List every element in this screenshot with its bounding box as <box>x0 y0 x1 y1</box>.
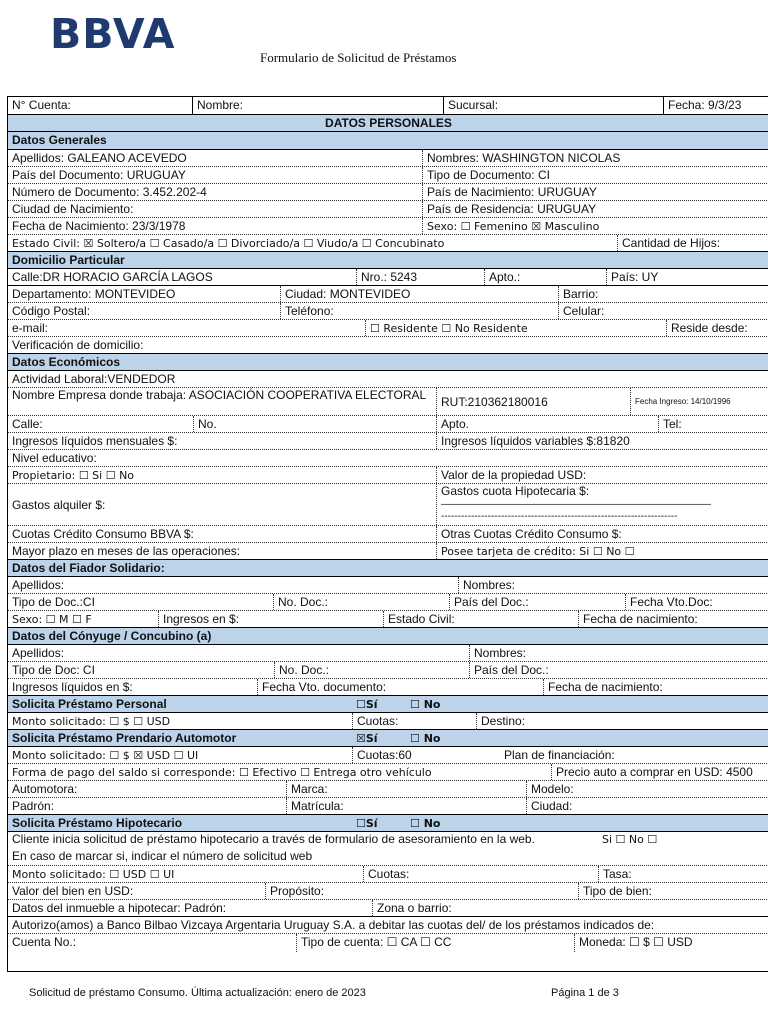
departamento-field[interactable]: Departamento: MONTEVIDEO <box>12 287 176 301</box>
sexo-checkboxes[interactable]: Sexo: ☐ Femenino ☒ Masculino <box>422 218 768 234</box>
section-conyuge: Datos del Cónyuge / Concubino (a) <box>8 628 768 645</box>
apellidos-field[interactable]: Apellidos: GALEANO ACEVEDO <box>12 151 187 165</box>
fiador-sexo-checkboxes[interactable]: Sexo: ☐ M ☐ F <box>12 613 92 626</box>
ciudad-nacimiento-field[interactable]: Ciudad de Nacimiento: <box>12 202 134 216</box>
conyuge-no-doc-field[interactable]: No. Doc.: <box>274 662 469 678</box>
ciudad-field[interactable]: Ciudad: MONTEVIDEO <box>280 286 558 302</box>
prendario-si-checkbox[interactable]: ☒Sí <box>356 732 378 745</box>
gastos-hipotecaria-block <box>436 484 768 525</box>
prendario-ciudad-field[interactable]: Ciudad: <box>526 798 768 814</box>
fiador-ingresos-field[interactable]: Ingresos en $: <box>158 611 383 627</box>
tasa-field[interactable]: Tasa: <box>598 866 768 882</box>
personal-destino-field[interactable]: Destino: <box>476 713 768 729</box>
footer-left: Solicitud de préstamo Consumo. Última actualización: enero de 2023 <box>29 987 366 999</box>
gastos-hipotecaria-field[interactable]: Gastos cuota Hipotecaria $: <box>441 484 590 498</box>
fiador-no-doc-field[interactable]: No. Doc.: <box>273 594 449 610</box>
hipotecario-monto-field[interactable]: Monto solicitado: ☐ USD ☐ UI <box>12 868 175 881</box>
pais-documento-field[interactable]: País del Documento: URUGUAY <box>12 168 186 182</box>
nombres-field[interactable]: Nombres: WASHINGTON NICOLAS <box>422 150 768 166</box>
section-datos-economicos: Datos Económicos <box>8 354 768 371</box>
bbva-logo: BBVA <box>50 10 176 58</box>
prendario-cuotas-field[interactable]: Cuotas:60 <box>352 747 500 763</box>
marca-field[interactable]: Marca: <box>286 781 526 797</box>
cuenta-field[interactable]: N° Cuenta: <box>12 98 71 112</box>
tipo-cuenta-checkboxes[interactable]: Tipo de cuenta: ☐ CA ☐ CC <box>296 934 574 952</box>
cliente-inicia-block <box>8 832 598 865</box>
conyuge-apellidos-field[interactable]: Apellidos: <box>12 646 65 660</box>
personal-si-checkbox[interactable]: ☐Sí <box>356 698 378 711</box>
autorizacion-text: Autorizo(amos) a Banco Bilbao Vizcaya Argentaria Uruguay S.A. a debitar las cuotas del/ de los préstamos indicados de: <box>12 918 655 932</box>
empresa-apto-field[interactable]: Apto. <box>436 416 658 432</box>
calle-field[interactable]: Calle:DR HORACIO GARCÍA LAGOS <box>12 270 213 284</box>
residente-checkboxes[interactable]: ☐ Residente ☐ No Residente <box>365 320 666 336</box>
fecha-field[interactable]: Fecha: 9/3/23 <box>663 97 768 114</box>
header-row <box>8 97 768 115</box>
fiador-nombres-field[interactable]: Nombres: <box>458 577 768 593</box>
padron-field[interactable]: Padrón: <box>12 799 55 813</box>
apto-field[interactable]: Apto.: <box>484 269 606 285</box>
tipo-documento-field[interactable]: Tipo de Documento: CI <box>422 167 768 183</box>
propietario-checkboxes[interactable]: Propietario: ☐ Si ☐ No <box>12 469 135 482</box>
fecha-nacimiento-field[interactable]: Fecha de Nacimiento: 23/3/1978 <box>12 219 186 233</box>
rut-field[interactable]: RUT:210362180016 <box>436 388 630 415</box>
web-si-no-checkboxes[interactable]: Si ☐ No ☐ <box>602 833 658 846</box>
nombre-field[interactable]: Nombre: <box>192 97 443 114</box>
tarjeta-credito-checkboxes[interactable]: Posee tarjeta de crédito: Si ☐ No ☐ <box>436 543 768 559</box>
conyuge-fecha-nac-field[interactable]: Fecha de nacimiento: <box>543 679 768 695</box>
gastos-alquiler-field[interactable]: Gastos alquiler $: <box>12 498 106 512</box>
hipotecaria-dash-line-2: ----------------------------------------------------------------------- <box>441 511 678 522</box>
verificacion-domicilio-field[interactable]: Verificación de domicilio: <box>12 338 144 352</box>
ingresos-variables-field[interactable]: Ingresos líquidos variables $:81820 <box>436 433 768 449</box>
prendario-plan-field[interactable]: Plan de financiación: <box>504 748 615 762</box>
document-title: Formulario de Solicitud de Préstamos <box>260 50 457 65</box>
conyuge-fecha-vto-field[interactable]: Fecha Vto. documento: <box>257 679 543 695</box>
fiador-apellidos-field[interactable]: Apellidos: <box>12 578 65 592</box>
hipotecario-cuotas-field[interactable]: Cuotas: <box>363 866 598 882</box>
fiador-fecha-nac-field[interactable]: Fecha de nacimiento: <box>578 611 768 627</box>
section-prestamo-personal: Solicita Préstamo Personal <box>12 697 167 711</box>
cuotas-bbva-field[interactable]: Cuotas Crédito Consumo BBVA $: <box>12 527 194 541</box>
section-prestamo-hipotecario: Solicita Préstamo Hipotecario <box>12 816 183 830</box>
cantidad-hijos-field[interactable]: Cantidad de Hijos: <box>617 235 768 251</box>
fiador-estado-civil-field[interactable]: Estado Civil: <box>383 611 578 627</box>
caso-marcar-text: En caso de marcar si, indicar el número de solicitud web <box>12 849 313 863</box>
matricula-field[interactable]: Matrícula: <box>286 798 526 814</box>
empresa-no-field[interactable]: No. <box>193 416 436 432</box>
barrio-field[interactable]: Barrio: <box>558 286 768 302</box>
empresa-tel-field[interactable]: Tel: <box>658 416 768 432</box>
cuenta-no-field[interactable]: Cuenta No.: <box>12 935 77 949</box>
datos-inmueble-field[interactable]: Datos del inmueble a hipotecar: Padrón: <box>12 901 227 915</box>
conyuge-nombres-field[interactable]: Nombres: <box>469 645 768 661</box>
codigo-postal-field[interactable]: Código Postal: <box>12 304 91 318</box>
personal-cuotas-field[interactable]: Cuotas: <box>352 713 476 729</box>
valor-propiedad-field[interactable]: Valor de la propiedad USD: <box>436 467 768 483</box>
fecha-ingreso-field[interactable]: Fecha Ingreso: 14/10/1996 <box>630 388 768 415</box>
hipotecaria-dash-line: ——————————————————————————— <box>441 499 711 510</box>
fiador-fecha-vto-field[interactable]: Fecha Vto.Doc: <box>625 594 768 610</box>
section-datos-generales: Datos Generales <box>8 132 768 150</box>
section-fiador: Datos del Fiador Solidario: <box>8 560 768 577</box>
pais-residencia-field[interactable]: País de Residencia: URUGUAY <box>422 201 768 217</box>
telefono-field[interactable]: Teléfono: <box>280 303 558 319</box>
hipotecario-no-checkbox[interactable]: ☐ No <box>410 817 441 830</box>
numero-documento-field[interactable]: Número de Documento: 3.452.202-4 <box>12 185 207 199</box>
fiador-tipo-doc-field[interactable]: Tipo de Doc.:CI <box>12 595 95 609</box>
fiador-pais-doc-field[interactable]: País del Doc.: <box>449 594 625 610</box>
nivel-educativo-field[interactable]: Nivel educativo: <box>12 451 97 465</box>
modelo-field[interactable]: Modelo: <box>526 781 768 797</box>
personal-monto-field[interactable]: Monto solicitado: ☐ $ ☐ USD <box>12 715 171 728</box>
ingresos-mensuales-field[interactable]: Ingresos líquidos mensuales $: <box>12 434 178 448</box>
section-domicilio: Domicilio Particular <box>8 252 768 269</box>
automotora-field[interactable]: Automotora: <box>12 782 78 796</box>
prendario-monto-field[interactable]: Monto solicitado: ☐ $ ☒ USD ☐ UI <box>12 749 199 762</box>
otras-cuotas-field[interactable]: Otras Cuotas Crédito Consumo $: <box>436 526 768 542</box>
proposito-field[interactable]: Propósito: <box>265 883 578 899</box>
empresa-calle-field[interactable]: Calle: <box>12 417 43 431</box>
reside-desde-field[interactable]: Reside desde: <box>666 320 768 336</box>
conyuge-pais-doc-field[interactable]: País del Doc.: <box>469 662 768 678</box>
pais-nacimiento-field[interactable]: País de Nacimiento: URUGUAY <box>422 184 768 200</box>
tipo-bien-field[interactable]: Tipo de bien: <box>578 883 768 899</box>
conyuge-ingresos-field[interactable]: Ingresos líquidos en $: <box>12 680 133 694</box>
empresa-field[interactable]: Nombre Empresa donde trabaja: ASOCIACIÓN COOPERATIVA ELECTORAL <box>12 388 427 402</box>
actividad-laboral-field[interactable]: Actividad Laboral:VENDEDOR <box>12 372 176 386</box>
loan-application-form <box>7 96 768 972</box>
hipotecario-si-checkbox[interactable]: ☐Sí <box>356 817 378 830</box>
mayor-plazo-field[interactable]: Mayor plazo en meses de las operaciones: <box>12 544 241 558</box>
nro-field[interactable]: Nro.: 5243 <box>356 269 484 285</box>
conyuge-tipo-doc-field[interactable]: Tipo de Doc: CI <box>12 663 95 677</box>
moneda-checkboxes[interactable]: Moneda: ☐ $ ☐ USD <box>574 934 768 952</box>
sucursal-field[interactable]: Sucursal: <box>443 97 663 114</box>
prendario-no-checkbox[interactable]: ☐ No <box>410 732 441 745</box>
datos-personales-band: DATOS PERSONALES <box>8 115 768 132</box>
page-number: Página 1 de 3 <box>551 987 619 999</box>
zona-barrio-field[interactable]: Zona o barrio: <box>372 900 768 916</box>
section-prestamo-prendario: Solicita Préstamo Prendario Automotor <box>12 731 237 745</box>
valor-bien-field[interactable]: Valor del bien en USD: <box>12 884 134 898</box>
cliente-inicia-text: Cliente inicia solicitud de préstamo hipotecario a través de formulario de asesoramiento en la web. <box>12 832 535 846</box>
precio-auto-field[interactable]: Precio auto a comprar en USD: 4500 <box>551 764 768 780</box>
celular-field[interactable]: Celular: <box>558 303 768 319</box>
forma-pago-checkboxes[interactable]: Forma de pago del saldo si corresponde: ☐ Efectivo ☐ Entrega otro vehículo <box>12 766 432 779</box>
pais-field[interactable]: País: UY <box>606 269 768 285</box>
email-field[interactable]: e-mail: <box>12 321 49 335</box>
personal-no-checkbox[interactable]: ☐ No <box>410 698 441 711</box>
estado-civil-checkboxes[interactable]: Estado Civil: ☒ Soltero/a ☐ Casado/a ☐ Divorciado/a ☐ Viudo/a ☐ Concubinato <box>12 237 445 250</box>
